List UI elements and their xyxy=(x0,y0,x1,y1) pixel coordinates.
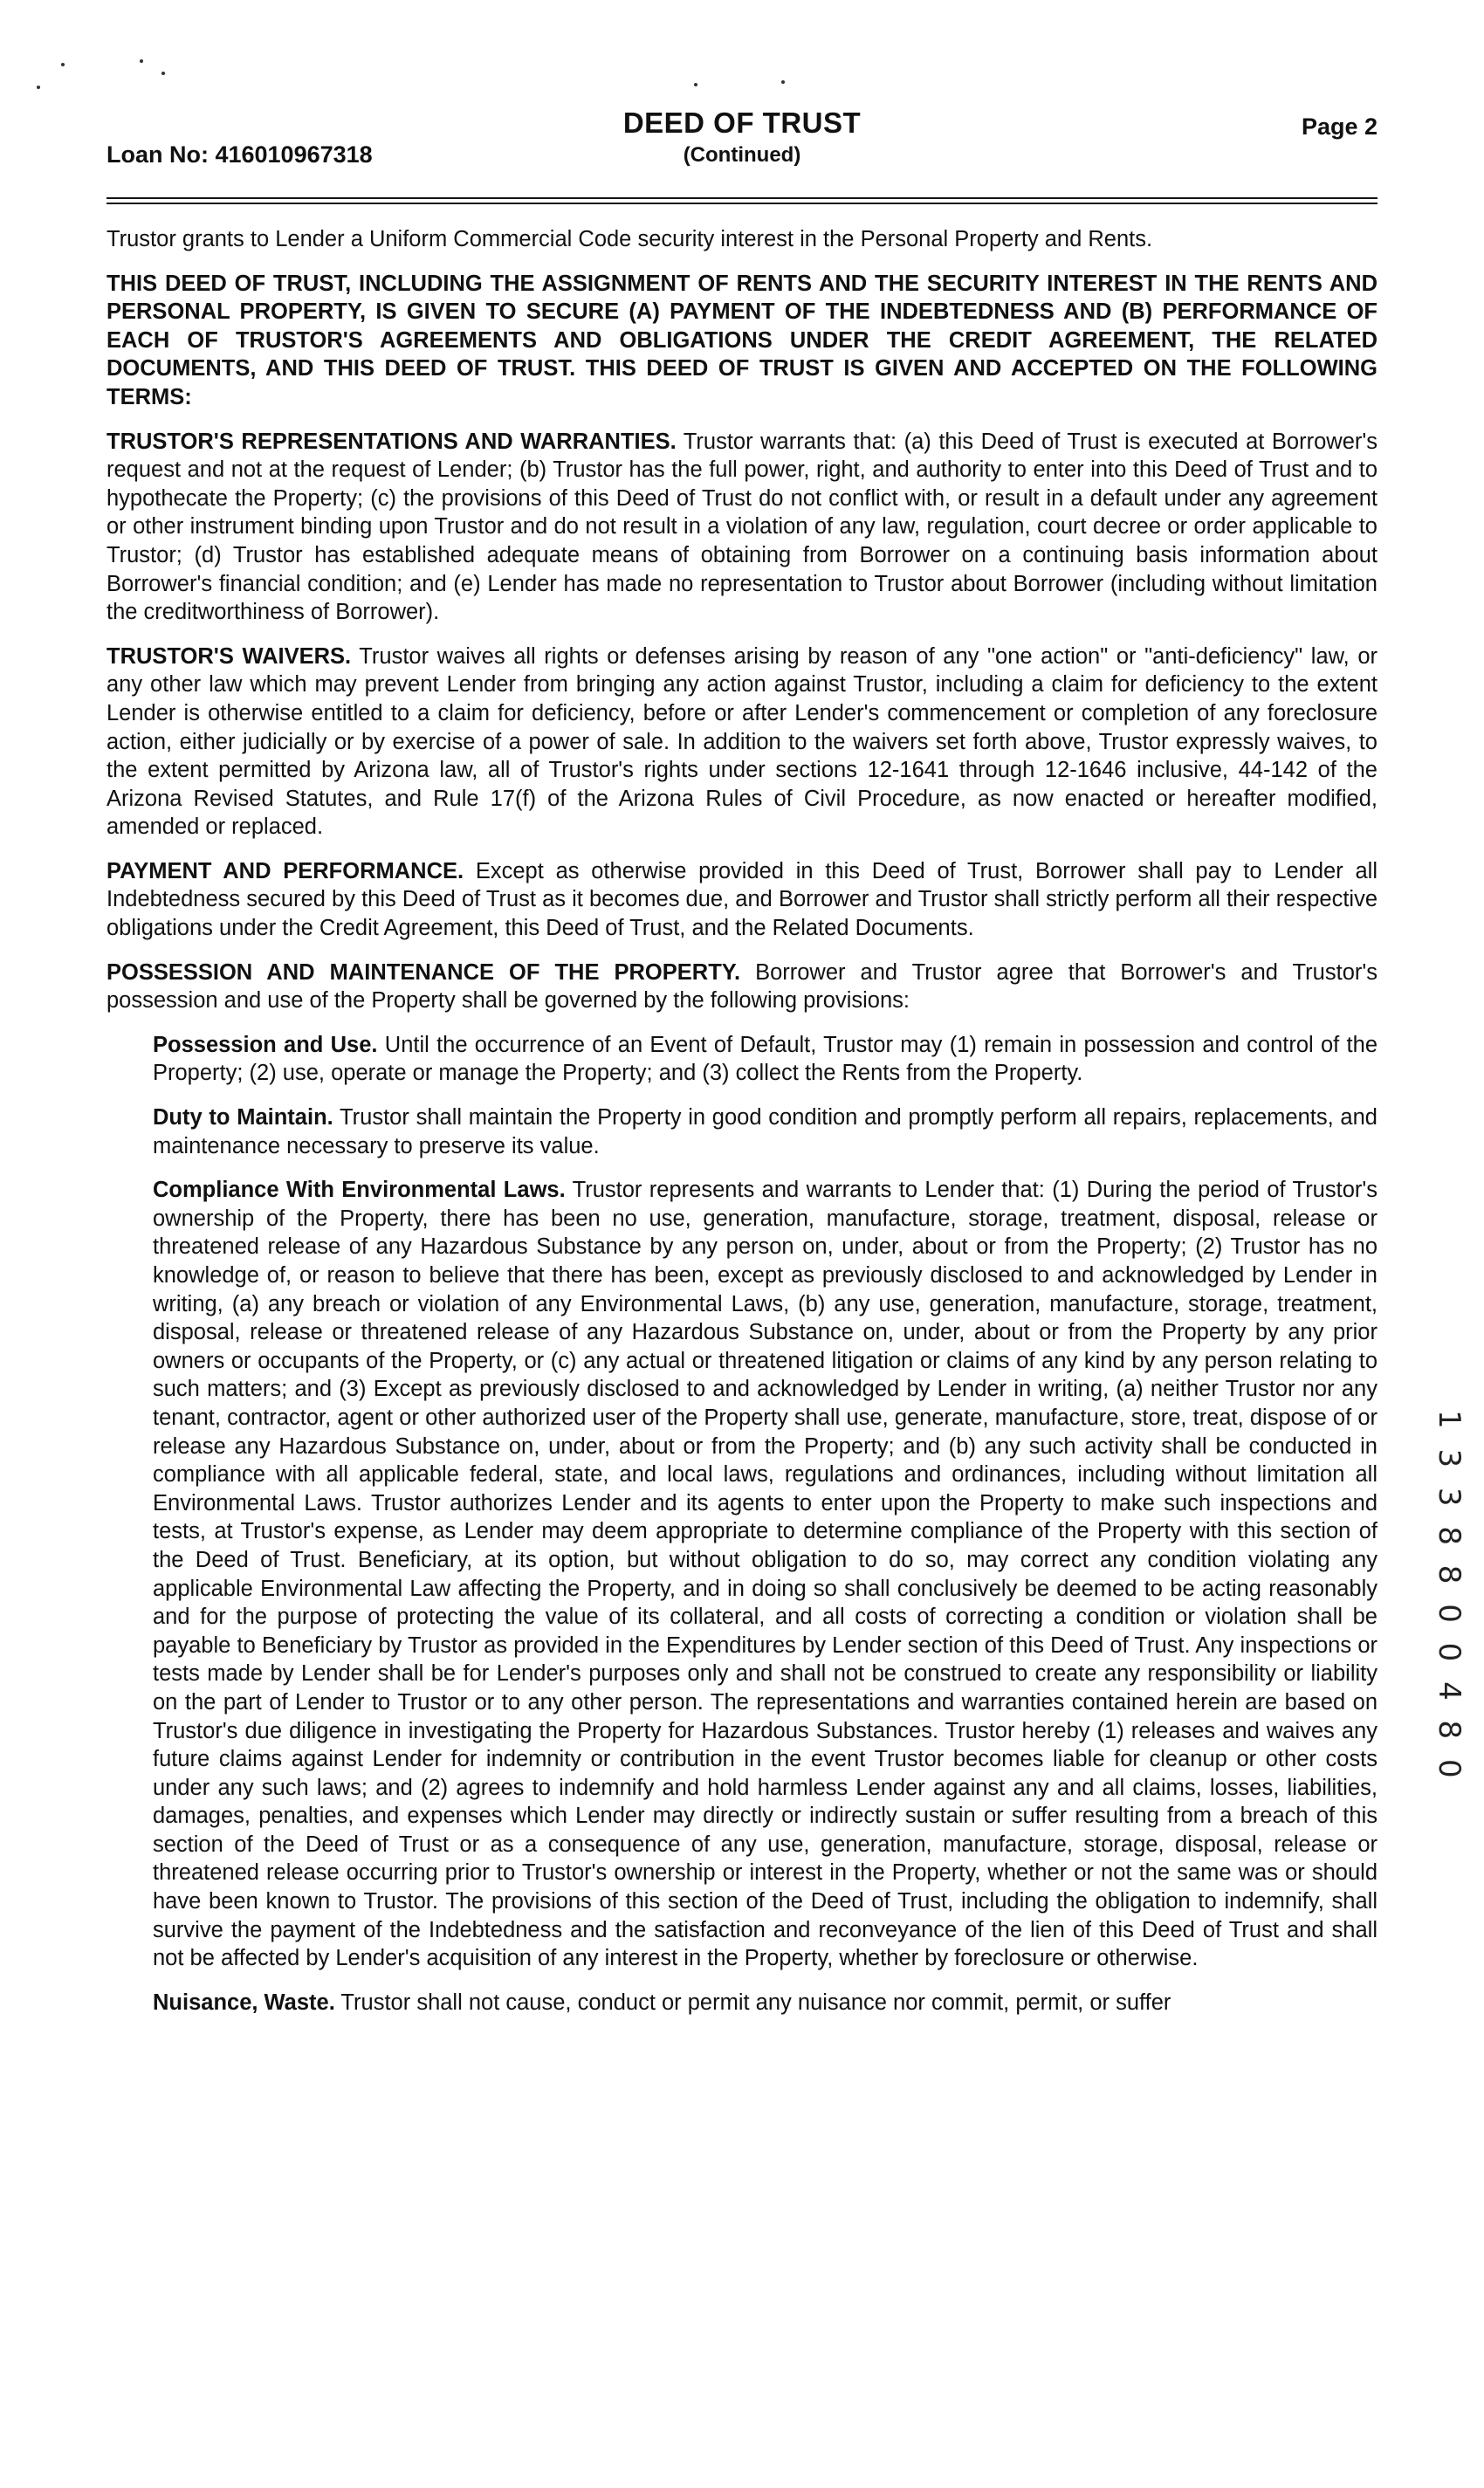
paragraph-text: Except as otherwise provided in this Deed of Trust, Borrower shall pay to Lender all Indebtedness secured by this Deed of Trust as it becomes due, and Borrower and Trustor shall strictly perform all their respective obligations under the Credit Agreement, this Deed of Trust, and the Related Documents. xyxy=(106,858,1378,941)
title-block xyxy=(106,107,1378,168)
paragraph-secures-statement xyxy=(106,270,1378,412)
paragraph-text: Borrower and Trustor agree that Borrower's and Trustor's possession and use of the Property shall be governed by the following provisions: xyxy=(106,959,1378,1014)
subparagraph-environmental-laws xyxy=(153,1176,1378,1973)
scan-speck xyxy=(161,72,165,75)
header-double-rule xyxy=(106,197,1378,204)
scan-speck xyxy=(781,80,785,84)
paragraph-security-interest xyxy=(106,225,1378,254)
recording-stamp: 1 3 3 8 8 0 0 4 8 0 xyxy=(1432,1410,1467,1784)
subparagraph-text: Trustor represents and warrants to Lender that: (1) During the period of Trustor's ownership of the Property, there has been no use, generation, manufacture, storage, treatment, disposal, release or threatened release of any Hazardous Substance by any person on, under, about or from the Property; (2) Trustor has no knowledge of, or reason to believe that there has been, except as previously disclosed to and acknowledged by Lender in writing, (a) any breach or violation of any Environmental Laws, (b) any use, generation, manufacture, storage, treatment, disposal, release or threatened release of any Hazardous Substance on, under, about or from the Property by any prior owners or occupants of the Property, or (c) any actual or threatened litigation or claims of any kind by any person relating to such matters; and (3) Except as previously disclosed to and acknowledged by Lender in writing, (a) neither Trustor nor any tenant, contractor, agent or other authorized user of the Property shall use, generate, manufacture, store, treat, dispose of or release any Hazardous Substance on, under, about or from the Property; and (b) any such activity shall be conducted in compliance with all applicable federal, state, and local laws, regulations and ordinances, including without limitation all Environmental Laws. Trustor authorizes Lender and its agents to enter upon the Property to make such inspections and tests, at Trustor's expense, as Lender may deem appropriate to determine compliance of the Property with this section of the Deed of Trust. Beneficiary, at its option, but without obligation to do so, may correct any condition violating any applicable Environmental Law affecting the Property, and in doing so shall conclusively be deemed to be acting reasonably and for the purpose of protecting the value of its collateral, and all costs of correcting a condition or violation shall be payable to Beneficiary by Trustor as provided in the Expenditures by Lender section of this Deed of Trust. Any inspections or tests made by Lender shall be for Lender's purposes only and shall not be construed to create any responsibility or liability on the part of Lender to Trustor or to any other person. The representations and warranties contained herein are based on Trustor's due diligence in investigating the Property for Hazardous Substances. Trustor hereby (1) releases and waives any future claims against Lender for indemnity or contribution in the event Trustor becomes liable for cleanup or other costs under any such laws; and (2) agrees to indemnify and hold harmless Lender against any and all claims, losses, liabilities, damages, penalties, and expenses which Lender may directly or indirectly sustain or suffer resulting from a breach of this section of the Deed of Trust or as a consequence of any use, generation, manufacture, storage, disposal, release or threatened release occurring prior to Trustor's ownership or interest in the Property, whether or not the same was or should have been known to Trustor. The provisions of this section of the Deed of Trust, including the obligation to indemnify, shall survive the payment of the Indebtedness and the satisfaction and reconveyance of the lien of this Deed of Trust and shall not be affected by Lender's acquisition of any interest in the Property, whether by foreclosure or otherwise. xyxy=(153,1178,1378,1971)
subparagraph-text: Trustor shall not cause, conduct or permit any nuisance nor commit, permit, or suffer xyxy=(334,1990,1171,2015)
paragraph-heading: TRUSTOR'S WAIVERS. xyxy=(106,643,352,669)
paragraph-text: Trustor warrants that: (a) this Deed of Trust is executed at Borrower's request and not at the request of Lender; (b) Trustor has the full power, right, and authority to enter into this Deed of Trust and to hypothecate the Property; (c) the provisions of this Deed of Trust do not conflict with, or result in a default under any agreement or other instrument binding upon Trustor and do not result in a violation of any law, regulation, court decree or order applicable to Trustor; (d) Trustor has established adequate means of obtaining from Borrower on a continuing basis information about Borrower's financial condition; and (e) Lender has made no representation to Trustor about Borrower (including without limitation the creditworthiness of Borrower). xyxy=(106,429,1378,625)
subparagraph-text: Trustor shall maintain the Property in good condition and promptly perform all repairs, replacements, and maintenance necessary to preserve its value. xyxy=(153,1105,1378,1158)
paragraph-possession-maintenance xyxy=(106,959,1378,1015)
scan-speck xyxy=(61,63,65,66)
subparagraph-heading: Nuisance, Waste. xyxy=(153,1990,335,2015)
paragraph-text: Trustor waives all rights or defenses arising by reason of any "one action" or "anti-deficiency" law, or any other law which may prevent Lender from bringing any action against Trustor, including a claim for deficiency to the extent Lender is otherwise entitled to a claim for deficiency, before or after Lender's commencement or completion of any foreclosure action, either judicially or by exercise of a power of sale. In addition to the waivers set forth above, Trustor expressly waives, to the extent permitted by Arizona law, all of Trustor's rights under sections 12-1641 through 12-1646 inclusive, 44-142 of the Arizona Revised Statutes, and Rule 17(f) of the Arizona Rules of Civil Procedure, as now enacted or hereafter modified, amended or replaced. xyxy=(106,643,1378,840)
subparagraph-duty-to-maintain xyxy=(153,1103,1378,1160)
loan-number: Loan No: 416010967318 xyxy=(106,141,373,168)
paragraph-representations xyxy=(106,428,1378,627)
subparagraph-heading: Possession and Use. xyxy=(153,1032,378,1057)
paragraph-payment-performance xyxy=(106,857,1378,943)
paragraph-waivers xyxy=(106,643,1378,842)
paragraph-text: Trustor grants to Lender a Uniform Commercial Code security interest in the Personal Property and Rents. xyxy=(106,227,1153,251)
page-number: Page 2 xyxy=(1301,113,1378,140)
scan-speck xyxy=(37,86,40,89)
scan-speck xyxy=(694,83,697,86)
document-page xyxy=(106,96,1378,2032)
paragraph-heading: TRUSTOR'S REPRESENTATIONS AND WARRANTIES. xyxy=(106,429,677,454)
scan-speck xyxy=(140,59,143,63)
document-body xyxy=(106,225,1378,2017)
paragraph-text: THIS DEED OF TRUST, INCLUDING THE ASSIGNMENT OF RENTS AND THE SECURITY INTEREST IN THE RENTS AND PERSONAL PROPERTY, IS GIVEN TO SECURE (A) PAYMENT OF THE INDEBTEDNESS AND (B) PERFORMANCE OF EACH OF TRUSTOR'S AGREEMENTS AND OBLIGATIONS UNDER THE CREDIT AGREEMENT, THE RELATED DOCUMENTS, AND THIS DEED OF TRUST. THIS DEED OF TRUST IS GIVEN AND ACCEPTED ON THE FOLLOWING TERMS: xyxy=(106,271,1378,409)
paragraph-heading: POSSESSION AND MAINTENANCE OF THE PROPERTY. xyxy=(106,959,741,985)
paragraph-heading: PAYMENT AND PERFORMANCE. xyxy=(106,858,464,883)
subparagraph-heading: Compliance With Environmental Laws. xyxy=(153,1178,566,1203)
subparagraph-heading: Duty to Maintain. xyxy=(153,1105,333,1131)
subparagraph-possession-use xyxy=(153,1031,1378,1088)
document-title: DEED OF TRUST xyxy=(622,107,862,139)
subparagraph-text: Until the occurrence of an Event of Default, Trustor may (1) remain in possession and control of the Property; (2) use, operate or manage the Property; and (3) collect the Rents from the Property. xyxy=(153,1032,1378,1086)
document-header xyxy=(106,96,1378,183)
subparagraph-nuisance-waste xyxy=(153,1989,1378,2017)
document-subtitle: (Continued) xyxy=(683,143,801,167)
